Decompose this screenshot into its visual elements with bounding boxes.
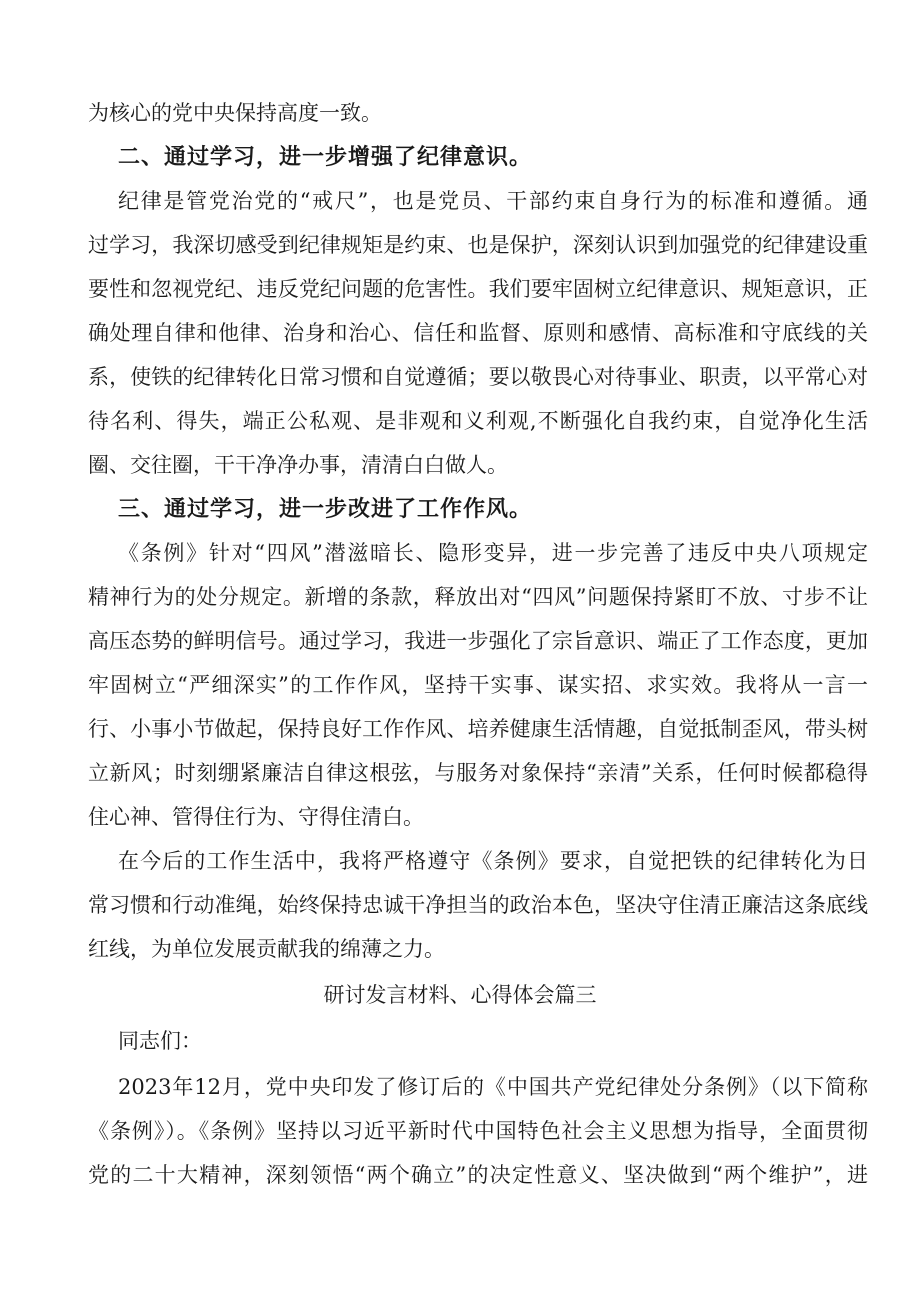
paragraph-line: 精神行为的处分规定。新增的条款，释放出对“四风”问题保持紧盯不放、寸步不让	[88, 585, 868, 609]
part-title: 研讨发言材料、心得体会篇三	[323, 983, 597, 1007]
section-heading-discipline: 二、通过学习，进一步增强了纪律意识。	[118, 144, 533, 170]
greeting: 同志们：	[118, 1029, 202, 1053]
paragraph-line: 2023年12月，党中央印发了修订后的《中国共产党纪律处分条例》（以下简称	[118, 1075, 868, 1099]
paragraph-line: 《条例》针对“四风”潜滋暗长、隐形变异，进一步完善了违反中央八项规定	[118, 541, 868, 565]
paragraph-line: 常习惯和行动准绳，始终保持忠诚干净担当的政治本色，坚决守住清正廉洁这条底线	[88, 893, 868, 917]
paragraph-line: 立新风；时刻绷紧廉洁自律这根弦，与服务对象保持“亲清”关系，任何时候都稳得	[88, 761, 868, 785]
paragraph-line: 要性和忽视党纪、违反党纪问题的危害性。我们要牢固树立纪律意识、规矩意识，正	[88, 277, 868, 301]
paragraph-line: 圈、交往圈，干干净净办事，清清白白做人。	[88, 453, 508, 477]
paragraph-line: 系，使铁的纪律转化日常习惯和自觉遵循；要以敬畏心对待事业、职责，以平常心对	[88, 365, 868, 389]
paragraph-line: 待名利、得失，端正公私观、是非观和义利观,不断强化自我约束，自觉净化生活	[88, 409, 868, 433]
paragraph-line: 牢固树立“严细深实”的工作作风，坚持干实事、谋实招、求实效。我将从一言一	[88, 673, 868, 697]
paragraph-line: 在今后的工作生活中，我将严格遵守《条例》要求，自觉把铁的纪律转化为日	[118, 849, 868, 873]
paragraph-line: 纪律是管党治党的“戒尺”，也是党员、干部约束自身行为的标准和遵循。通	[118, 189, 868, 213]
paragraph-line: 住心神、管得住行为、守得住清白。	[88, 805, 424, 829]
paragraph-line: 确处理自律和他律、治身和治心、信任和监督、原则和感情、高标准和守底线的关	[88, 321, 868, 345]
paragraph-line: 高压态势的鲜明信号。通过学习，我进一步强化了宗旨意识、端正了工作态度，更加	[88, 629, 868, 653]
paragraph-line: 过学习，我深切感受到纪律规矩是约束、也是保护，深刻认识到加强党的纪律建设重	[88, 233, 868, 257]
paragraph-line: 《条例》）。《条例》坚持以习近平新时代中国特色社会主义思想为指导，全面贯彻	[88, 1119, 868, 1143]
section-heading-work-style: 三、通过学习，进一步改进了工作作风。	[118, 496, 533, 522]
paragraph-line: 为核心的党中央保持高度一致。	[88, 101, 382, 125]
paragraph-line: 行、小事小节做起，保持良好工作作风、培养健康生活情趣，自觉抵制歪风，带头树	[88, 717, 868, 741]
paragraph-line: 红线，为单位发展贡献我的绵薄之力。	[88, 937, 445, 961]
paragraph-line: 党的二十大精神，深刻领悟“两个确立”的决定性意义、坚决做到“两个维护”，进	[88, 1163, 868, 1187]
